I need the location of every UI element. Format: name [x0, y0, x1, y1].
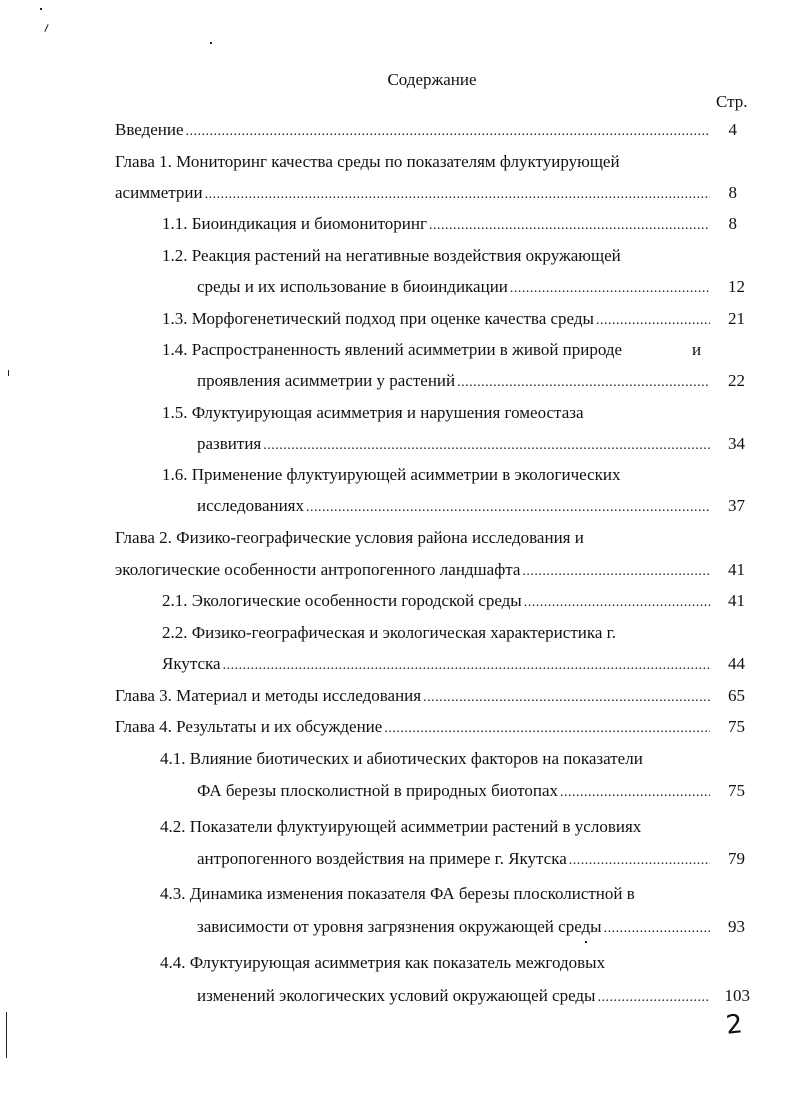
toc-entry-text: Введение	[115, 120, 184, 139]
scan-mark	[44, 24, 48, 32]
toc-entry-text: Глава 3. Материал и методы исследования	[115, 686, 422, 705]
toc-entry	[197, 434, 712, 458]
toc-entry	[197, 781, 712, 805]
page-title: Содержание	[387, 70, 477, 89]
toc-entry-text: 1.6. Применение флуктуирующей асимметрии в экологических	[162, 465, 621, 484]
toc-entry	[197, 917, 712, 941]
toc-entry	[162, 654, 712, 678]
toc-entry	[115, 560, 712, 584]
toc-entry-text: Глава 2. Физико-географические условия района исследования и	[115, 528, 584, 547]
toc-entry	[197, 986, 712, 1010]
toc-leader-dots	[560, 785, 710, 801]
toc-entry	[162, 309, 712, 333]
toc-entry-text: 1.5. Флуктуирующая асимметрия и нарушения гомеостаза	[162, 403, 584, 422]
toc-entry-text: 1.2. Реакция растений на негативные воздействия окружающей	[162, 246, 621, 265]
toc-leader-dots	[597, 990, 710, 1006]
toc-entry-text: 4.4. Флуктуирующая асимметрия как показатель межгодовых	[160, 953, 606, 972]
toc-page-number: 4	[728, 120, 737, 139]
toc-leader-dots	[569, 853, 710, 869]
toc-page-number: 41	[728, 591, 745, 610]
toc-entry-text: 2.2. Физико-географическая и экологическая характеристика г.	[162, 623, 616, 642]
toc-entry-text: 2.1. Экологические особенности городской среды	[162, 591, 522, 610]
toc-leader-dots	[186, 124, 710, 140]
toc-entry-text: и	[692, 340, 702, 359]
toc-entry-text: Глава 4. Результаты и их обсуждение	[115, 717, 383, 736]
toc-leader-dots	[510, 281, 710, 297]
scan-mark	[40, 8, 42, 10]
toc-leader-dots	[205, 187, 710, 203]
toc-entry-text: развития	[197, 434, 262, 453]
toc-entry	[197, 371, 712, 395]
toc-entry-text: изменений экологических условий окружающей среды	[197, 986, 596, 1005]
toc-entry	[197, 496, 712, 520]
toc-leader-dots	[263, 438, 710, 454]
scan-mark	[210, 42, 212, 44]
toc-entry-text: исследованиях	[197, 496, 305, 515]
toc-page-number: 37	[728, 496, 745, 515]
toc-leader-dots	[524, 595, 710, 611]
toc-leader-dots	[596, 313, 710, 329]
toc-entry	[115, 183, 712, 207]
toc-entry	[115, 717, 712, 741]
toc-entry-text: 4.3. Динамика изменения показателя ФА березы плосколистной в	[160, 884, 635, 903]
toc-page-number: 21	[728, 309, 745, 328]
scan-mark	[585, 941, 587, 943]
toc-entry-text: 4.1. Влияние биотических и абиотических факторов на показатели	[160, 749, 643, 768]
handwritten-page-number: 2	[724, 1009, 745, 1041]
toc-entry-text: ФА березы плосколистной в природных биотопах	[197, 781, 558, 800]
toc-page-number: 44	[728, 654, 745, 673]
toc-page-number: 34	[728, 434, 745, 453]
toc-leader-dots	[457, 375, 710, 391]
scan-mark	[8, 370, 9, 376]
toc-page-number: 103	[724, 986, 750, 1005]
toc-entry-text: асимметрии	[115, 183, 203, 202]
toc-page-number: 8	[728, 214, 737, 233]
toc-leader-dots	[423, 690, 710, 706]
toc-entry-text: Глава 1. Мониторинг качества среды по показателям флуктуирующей	[115, 152, 620, 171]
toc-page-number: 22	[728, 371, 745, 390]
toc-entry-text: 4.2. Показатели флуктуирующей асимметрии растений в условиях	[160, 817, 642, 836]
toc-entry-text: проявления асимметрии у растений	[197, 371, 456, 390]
toc-entry-text: 1.3. Морфогенетический подход при оценке качества среды	[162, 309, 594, 328]
page-column-header: Стр.	[716, 92, 748, 111]
toc-entry-text: экологические особенности антропогенного ландшафта	[115, 560, 521, 579]
scan-mark	[6, 1012, 7, 1058]
toc-entry-text: зависимости от уровня загрязнения окружающей среды	[197, 917, 602, 936]
toc-entry-text: Якутска	[162, 654, 221, 673]
toc-page-number: 79	[728, 849, 745, 868]
toc-page-number: 41	[728, 560, 745, 579]
toc-leader-dots	[223, 658, 710, 674]
toc-page-number: 12	[728, 277, 745, 296]
toc-entry	[115, 120, 712, 144]
toc-leader-dots	[522, 564, 710, 580]
toc-page-number: 8	[728, 183, 737, 202]
toc-entry	[197, 277, 712, 301]
toc-entry-text: 1.1. Биоиндикация и биомониторинг	[162, 214, 427, 233]
toc-entry-text: 1.4. Распространенность явлений асимметрии в живой природе	[162, 340, 623, 359]
toc-page-number: 65	[728, 686, 745, 705]
toc-entry-text: антропогенного воздействия на примере г. Якутска	[197, 849, 567, 868]
toc-entry	[115, 686, 712, 710]
toc-leader-dots	[429, 218, 710, 234]
toc-page-number: 75	[728, 781, 745, 800]
toc-leader-dots	[306, 500, 710, 516]
toc-entry-text: среды и их использование в биоиндикации	[197, 277, 508, 296]
toc-leader-dots	[384, 721, 710, 737]
toc-entry	[162, 214, 712, 238]
toc-entry	[162, 591, 712, 615]
toc-page-number: 93	[728, 917, 745, 936]
toc-page-number: 75	[728, 717, 745, 736]
toc-entry	[197, 849, 712, 873]
